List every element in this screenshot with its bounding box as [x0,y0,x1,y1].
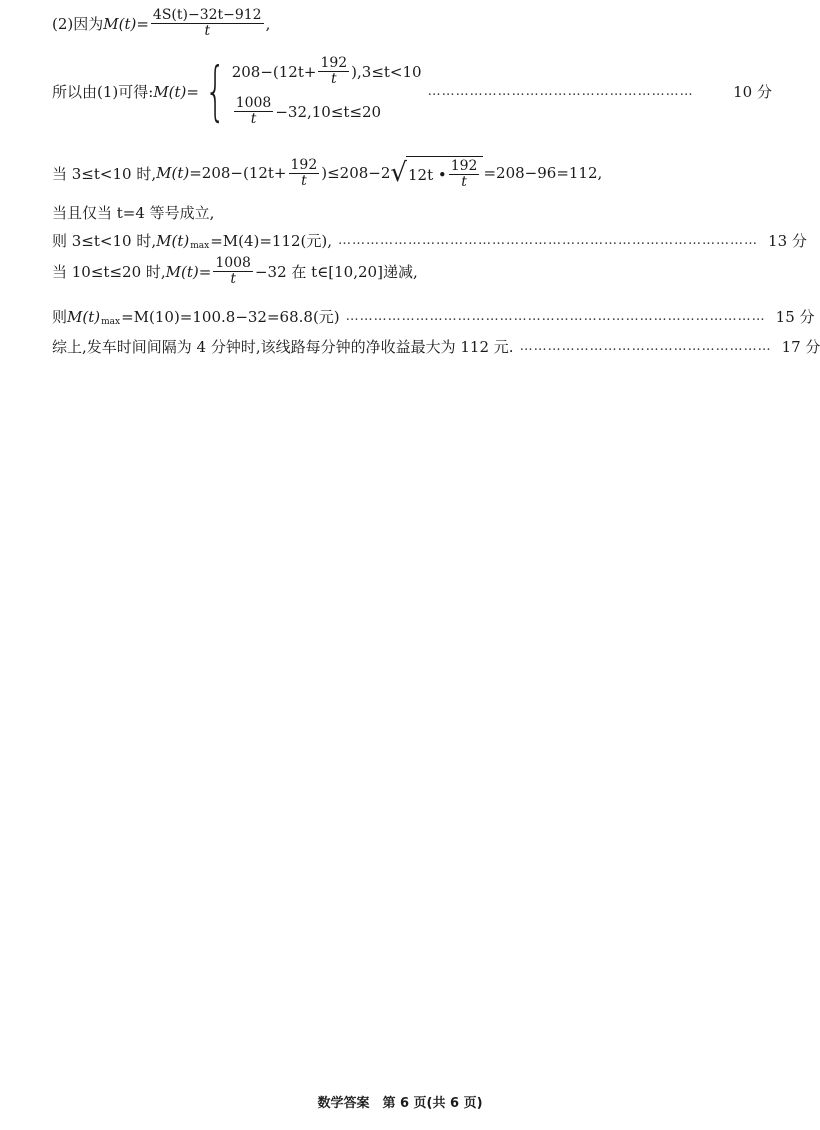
line-6-func: M(t) [165,262,199,281]
line-6-b: −32 在 t∈[10,20]递减, [254,263,418,282]
line-3-c: )≤208−2 [321,164,391,183]
line-2 [52,56,772,128]
line-1-denominator: t [204,23,211,40]
line-5-a: 则 3≤t<10 时, [52,232,157,250]
case-1-fraction [318,56,349,88]
line-6-fraction [213,256,253,288]
line-3-fraction-2 [449,159,480,191]
line-2-eq: = [186,82,199,101]
line-7-points: 15 分 [775,308,815,326]
line-8 [52,336,820,357]
line-7-sub: max [101,316,121,327]
line-3-b: =208−(12t+ [189,164,287,183]
line-7-func: M(t) [67,307,101,326]
piecewise [199,56,422,128]
line-8-dots: ……………………………………………… [519,339,772,354]
line-3-denominator-2: t [461,174,467,191]
line-2-prefix: 所以由(1)可得: [52,83,154,102]
brace-symbol: { [205,54,226,129]
line-8-a: 综上,发车时间间隔为 4 分钟时,该线路每分钟的净收益最大为 112 元. [52,338,514,356]
line-3-fraction-1 [289,158,320,190]
case-2-denominator: t [250,111,257,128]
line-1-eq: = [136,14,149,33]
line-1-suffix: , [265,14,271,33]
line-6-denominator: t [230,271,236,288]
line-5 [52,230,807,251]
sqrt-expression [390,156,483,191]
case-2-b: −32,10≤t≤20 [275,102,382,121]
line-3-numerator-2: 192 [450,158,478,174]
case-2 [232,96,422,128]
case-1-a: 208−(12t+ [231,62,317,81]
radicand-a: 12t • [408,165,447,184]
case-1-b: ),3≤t<10 [351,62,422,81]
line-6-a: 当 10≤t≤20 时, [52,263,166,282]
line-3-denominator-1: t [301,172,307,189]
line-2-func: M(t) [153,82,187,101]
line-2-dots: ………………………………………………… [427,84,694,100]
case-2-fraction [234,96,274,128]
line-3 [52,156,772,191]
line-2-points: 10 分 [733,83,772,102]
line-7-dots: ……………………………………………………………………………… [345,309,766,324]
line-6-numerator: 1008 [215,255,251,271]
line-3-numerator-1: 192 [290,156,318,173]
line-7-a: 则 [52,308,68,326]
radical-sign: √ [390,158,407,189]
line-6 [52,256,772,288]
line-3-func: M(t) [156,164,190,183]
line-3-a: 当 3≤t<10 时, [52,164,157,183]
page-footer: 数学答案 第 6 页(共 6 页) [317,1096,483,1111]
line-5-points: 13 分 [768,232,807,250]
line-7 [52,306,815,327]
line-1 [52,8,772,40]
case-1 [232,56,422,88]
line-6-eq: = [198,262,212,281]
line-1-func: M(t) [103,14,137,33]
case-1-denominator: t [330,71,337,88]
line-4 [52,202,772,223]
line-5-sub: max [190,240,210,251]
line-8-points: 17 分 [781,338,820,356]
line-1-numerator: 4S(t)−32t−912 [152,7,262,23]
line-1-fraction [151,8,264,40]
case-2-numerator: 1008 [235,94,272,111]
line-7-b: =M(10)=100.8−32=68.8(元) [121,308,340,326]
case-1-numerator: 192 [320,55,348,71]
line-1-prefix: (2)因为 [52,15,104,34]
line-3-d: =208−96=112, [483,164,603,183]
line-5-dots: ……………………………………………………………………………… [338,233,759,248]
line-5-func: M(t) [156,231,190,250]
line-4-text: 当且仅当 t=4 等号成立, [52,204,215,222]
line-5-b: =M(4)=112(元), [210,232,333,250]
